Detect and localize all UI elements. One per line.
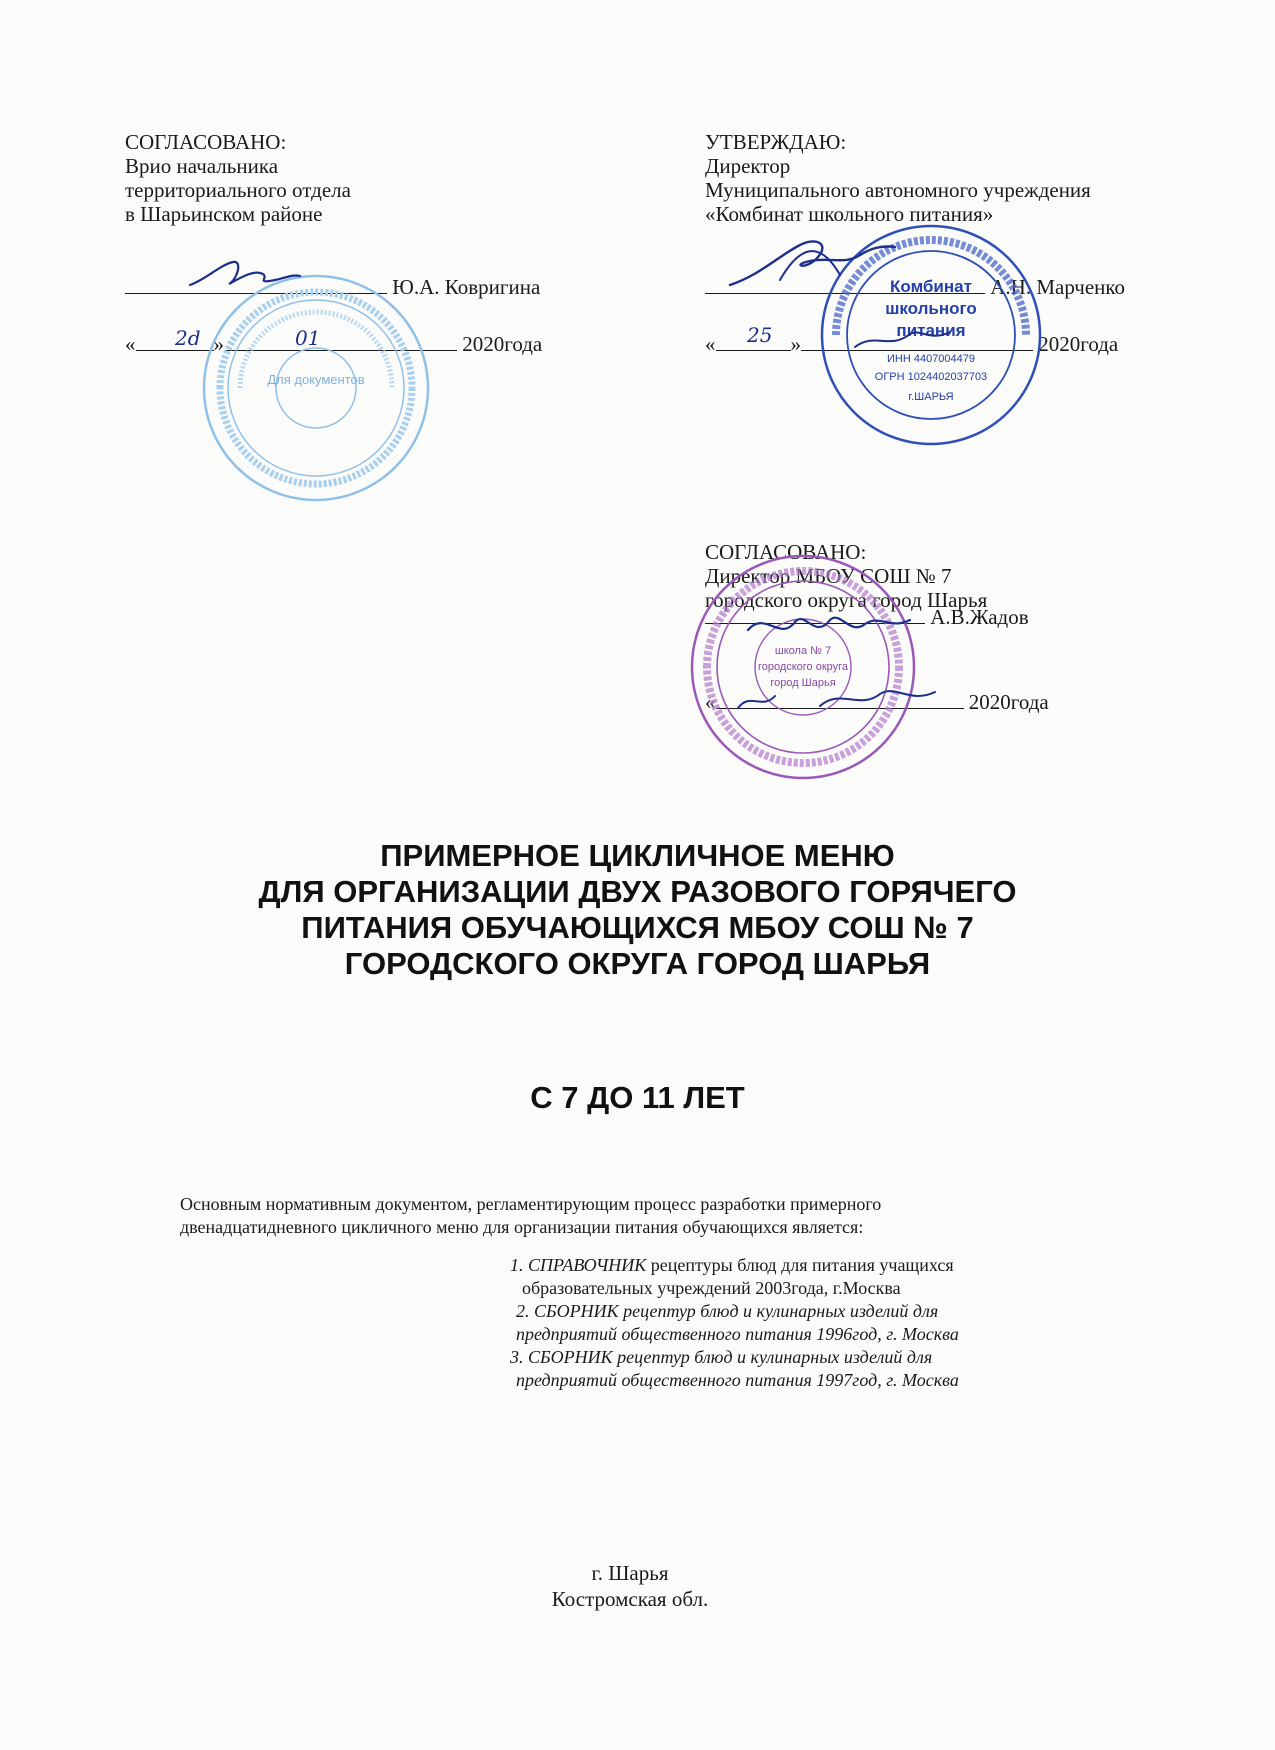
school-stamp (688, 552, 918, 782)
reference-text: рецептуры блюд для питания учащихся (646, 1255, 954, 1275)
reference-list (510, 1254, 959, 1392)
stamp-ogrn-text: ОГРН 1024402037703 (874, 371, 988, 383)
stamp-city-text: г.ШАРЬЯ (908, 391, 954, 403)
reference-name: СБОРНИК (528, 1347, 613, 1367)
signature-stroke (748, 618, 910, 630)
reference-number: 3. (510, 1347, 528, 1367)
school-handwritten-signature (740, 600, 920, 650)
approval-right-line: Муниципального автономного учреждения (705, 178, 1091, 202)
reference-number: 1. (510, 1255, 528, 1275)
reference-text: рецептур блюд и кулинарных изделий для (612, 1347, 933, 1367)
approval-school-line: Директор МБОУ СОШ № 7 (705, 564, 952, 588)
footer-region: Костромская обл. (551, 1587, 709, 1611)
date-close-quote: » (790, 332, 801, 356)
stamp-inner-ring (276, 348, 356, 428)
date-open-quote: « (125, 332, 136, 356)
handwritten-day-stroke (738, 696, 775, 708)
date-year: 2020года (968, 690, 1049, 714)
title-line: ДЛЯ ОРГАНИЗАЦИИ ДВУХ РАЗОВОГО ГОРЯЧЕГО (258, 874, 1017, 909)
approval-left-signer: Ю.А. Ковригина (392, 275, 541, 299)
reference-name: СПРАВОЧНИК (528, 1255, 647, 1275)
footer-city: г. Шарья (591, 1561, 669, 1585)
handwritten-month-stroke (820, 691, 935, 706)
stamp-center-text-line: город Шарья (770, 677, 836, 689)
title-line: ГОРОДСКОГО ОКРУГА ГОРОД ШАРЬЯ (344, 946, 931, 981)
stamp-center-text-line: Комбинат (890, 277, 972, 296)
stamp-center-text-line: Для документов (267, 372, 365, 387)
right-date-handwriting (725, 322, 985, 356)
stamp-center-text-line: школьного (885, 299, 977, 318)
left-handwritten-signature (185, 250, 305, 300)
reference-name: СБОРНИК (534, 1301, 619, 1321)
approval-right (705, 130, 1091, 226)
approval-left-heading: СОГЛАСОВАНО: (125, 130, 287, 154)
stamp-outer-ring (204, 276, 428, 500)
stamp-text-arc (220, 388, 412, 484)
date-year: 2020года (462, 332, 543, 356)
date-open-quote: « (705, 690, 716, 714)
title-line: ПРИМЕРНОЕ ЦИКЛИЧНОЕ МЕНЮ (380, 838, 895, 873)
stamp-center-text-line: школа № 7 (774, 645, 832, 657)
date-year: 2020года (1038, 332, 1119, 356)
approval-right-line: Директор (705, 154, 791, 178)
reference-text: рецептур блюд и кулинарных изделий для (618, 1301, 939, 1321)
reference-continuation: образовательных учреждений 2003года, г.Москва (522, 1278, 901, 1298)
school-date-handwriting (720, 680, 980, 720)
approval-school-signer: А.В.Жадов (930, 605, 1029, 629)
reference-number: 2. (516, 1301, 534, 1321)
signature-stroke (780, 251, 840, 280)
date-close-quote: » (213, 332, 224, 356)
territorial-office-stamp (200, 272, 432, 504)
stamp-center-text (758, 661, 849, 673)
approval-left (125, 130, 351, 226)
basis-line: Основным нормативным документом, регламентирующим процесс разработки примерного (180, 1194, 882, 1214)
basis-line: двенадцатидневного цикличного меню для организации питания обучающихся является: (180, 1217, 864, 1237)
right-handwritten-signature (720, 225, 910, 305)
stamp-center-text-line: питания (896, 321, 966, 340)
date-open-quote: « (705, 332, 716, 356)
reference-item (510, 1300, 959, 1323)
reference-item (510, 1346, 959, 1369)
approval-right-line: «Комбинат школьного питания» (705, 202, 994, 226)
reference-continuation: предприятий общественного питания 1996год, г. Москва (516, 1324, 959, 1344)
handwritten-day: 25 (747, 323, 773, 347)
signature-stroke (730, 241, 895, 285)
approval-right-heading: УТВЕРЖДАЮ: (705, 130, 847, 154)
age-range: С 7 ДО 11 ЛЕТ (530, 1080, 745, 1115)
reference-item (510, 1254, 959, 1277)
footer-location (380, 1560, 880, 1612)
stamp-center-text (267, 372, 364, 387)
approval-school-heading: СОГЛАСОВАНО: (705, 540, 867, 564)
approval-school-line: городского округа город Шарья (705, 588, 988, 612)
approval-left-line: в Шарьинском районе (125, 202, 323, 226)
approval-left-line: территориального отдела (125, 178, 351, 202)
approval-right-signer: А.Н. Марченко (990, 275, 1126, 299)
reference-continuation: предприятий общественного питания 1997год, г. Москва (516, 1370, 959, 1390)
left-date-handwriting (145, 325, 405, 355)
approval-left-line: Врио начальника (125, 154, 279, 178)
handwritten-month: 01 (295, 326, 321, 350)
basis-paragraph (180, 1193, 881, 1239)
stamp-inn-text: ИНН 4407004479 (886, 353, 976, 365)
signature-stroke (190, 262, 300, 285)
handwritten-month-stroke (855, 332, 950, 347)
document-title (130, 838, 1145, 982)
title-line: ПИТАНИЯ ОБУЧАЮЩИХСЯ МБОУ СОШ № 7 (301, 910, 974, 945)
handwritten-day: 2d (175, 326, 201, 350)
stamp-center-text-line: городского округа (757, 661, 849, 673)
